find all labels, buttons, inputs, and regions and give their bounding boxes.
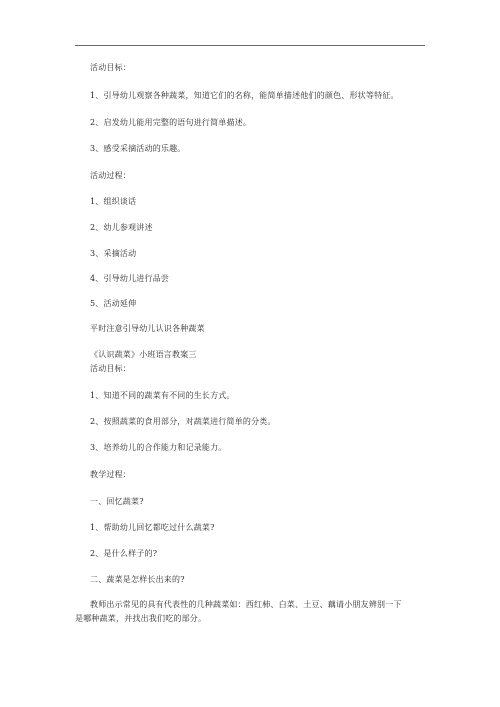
subsection-heading: 二、蔬菜是怎样长出来的? — [90, 575, 185, 584]
section-heading: 活动目标： — [90, 364, 131, 373]
list-item: 2、幼儿参观讲述 — [90, 223, 153, 232]
list-item: 3、培养幼儿的合作能力和记录能力。 — [90, 443, 227, 452]
list-item: 3、采摘活动 — [90, 249, 137, 258]
list-item: 2、启发幼儿能用完整的语句进行简单描述。 — [90, 118, 252, 127]
list-item: 1、知道不同的蔬菜有不同的生长方式。 — [90, 391, 235, 400]
list-item: 4、引导幼儿进行品尝 — [90, 274, 170, 283]
section-heading: 活动过程： — [90, 171, 131, 180]
paragraph-continuation: 是哪种蔬菜，并找出我们吃的部分。 — [75, 614, 207, 623]
document-title: 《认识蔬菜》小班语言教案三 — [90, 350, 197, 359]
paragraph: 平时注意引导幼儿认识各种蔬菜 — [90, 324, 205, 333]
section-heading: 教学过程： — [90, 470, 131, 479]
list-item: 5、活动延伸 — [90, 299, 137, 308]
list-item: 1、帮助幼儿回忆都吃过什么蔬菜? — [90, 523, 215, 532]
list-item: 1、组织谈话 — [90, 197, 137, 206]
list-item: 1、引导幼儿观察各种蔬菜，知道它们的名称，能简单描述他们的颜色、形状等特征。 — [90, 91, 399, 100]
list-item: 2、按照蔬菜的食用部分，对蔬菜进行简单的分类。 — [90, 417, 276, 426]
list-item: 2、是什么样子的? — [90, 549, 158, 558]
subsection-heading: 一、回忆蔬菜? — [90, 497, 144, 506]
section-heading: 活动目标： — [90, 63, 131, 72]
list-item: 3、感受采摘活动的乐趣。 — [90, 144, 186, 153]
header-rule — [75, 45, 425, 46]
paragraph: 教师出示常见的具有代表性的几种蔬菜如：西红柿、白菜、土豆、藕请小朋友辨别一下 — [90, 600, 402, 609]
